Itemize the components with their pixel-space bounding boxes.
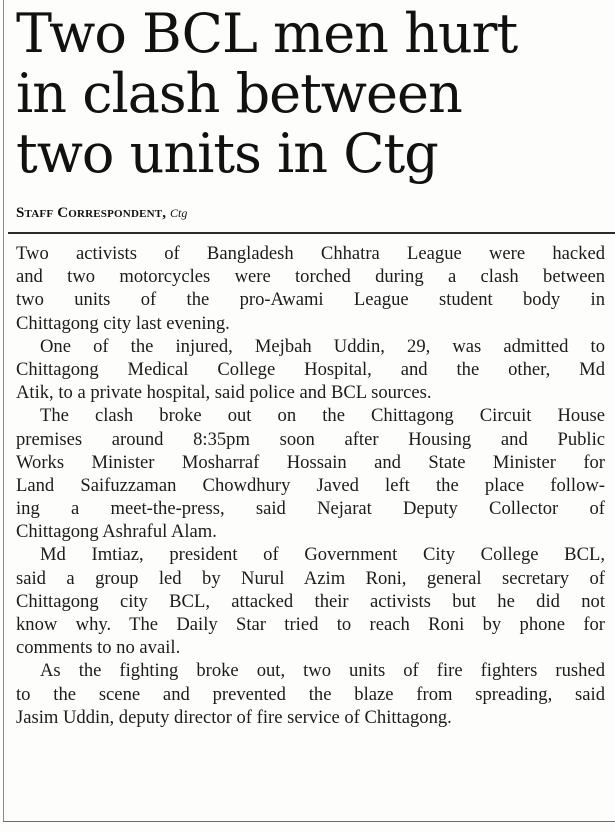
clipping-bottom-border bbox=[3, 821, 615, 822]
headline-line: in clash between bbox=[16, 62, 462, 125]
body-line: Atik, to a private hospital, said police and BCL sources. bbox=[16, 382, 432, 404]
body-line: Land Saifuzzaman Chowdhury Javed left the place follow- bbox=[16, 474, 605, 496]
body-line: know why. The Daily Star tried to reach Roni by phone for bbox=[16, 614, 605, 635]
body-line: One of the injured, Mejbah Uddin, 29, was admitted to bbox=[40, 335, 605, 357]
body-line: Chittagong Medical College Hospital, and the other, Md bbox=[16, 358, 605, 380]
clipping-left-border bbox=[3, 0, 4, 822]
headline-line: Two BCL men hurt bbox=[16, 2, 518, 65]
body-line: and two motorcycles were torched during a clash between bbox=[16, 266, 605, 288]
body-line: premises around 8:35pm soon after Housing and Public bbox=[16, 428, 605, 450]
body-line: The clash broke out on the Chittagong Circuit House bbox=[40, 405, 605, 427]
headline-line: two units in Ctg bbox=[16, 122, 438, 185]
body-line: Chittagong city last evening. bbox=[16, 312, 230, 334]
body-line: Works Minister Mosharraf Hossain and State Minister for bbox=[16, 451, 605, 473]
body-line: Chittagong Ashraful Alam. bbox=[16, 521, 217, 543]
body-line: Chittagong city BCL, attacked their activists but he did not bbox=[16, 590, 605, 612]
body-line: to the scene and prevented the blaze from spreading, said bbox=[16, 683, 605, 705]
body-line: said a group led by Nurul Azim Roni, general secretary of bbox=[16, 567, 605, 589]
body-line: As the fighting broke out, two units of fire fighters rushed bbox=[40, 660, 605, 682]
section-divider bbox=[8, 232, 615, 234]
body-line: comments to no avail. bbox=[16, 637, 181, 659]
body-line: Two activists of Bangladesh Chhatra League were hacked bbox=[16, 243, 605, 264]
byline bbox=[16, 203, 187, 223]
byline-location: Ctg bbox=[170, 206, 188, 220]
headline bbox=[16, 4, 611, 184]
body-line: Md Imtiaz, president of Government City College BCL, bbox=[40, 544, 605, 566]
body-line: two units of the pro-Awami League student body in bbox=[16, 289, 605, 311]
byline-author: Staff Correspondent, bbox=[16, 205, 167, 221]
body-line: ing a meet-the-press, said Nejarat Deputy Collector of bbox=[16, 498, 605, 520]
body-line: Jasim Uddin, deputy director of fire service of Chittagong. bbox=[16, 706, 452, 728]
article-body bbox=[16, 242, 605, 729]
